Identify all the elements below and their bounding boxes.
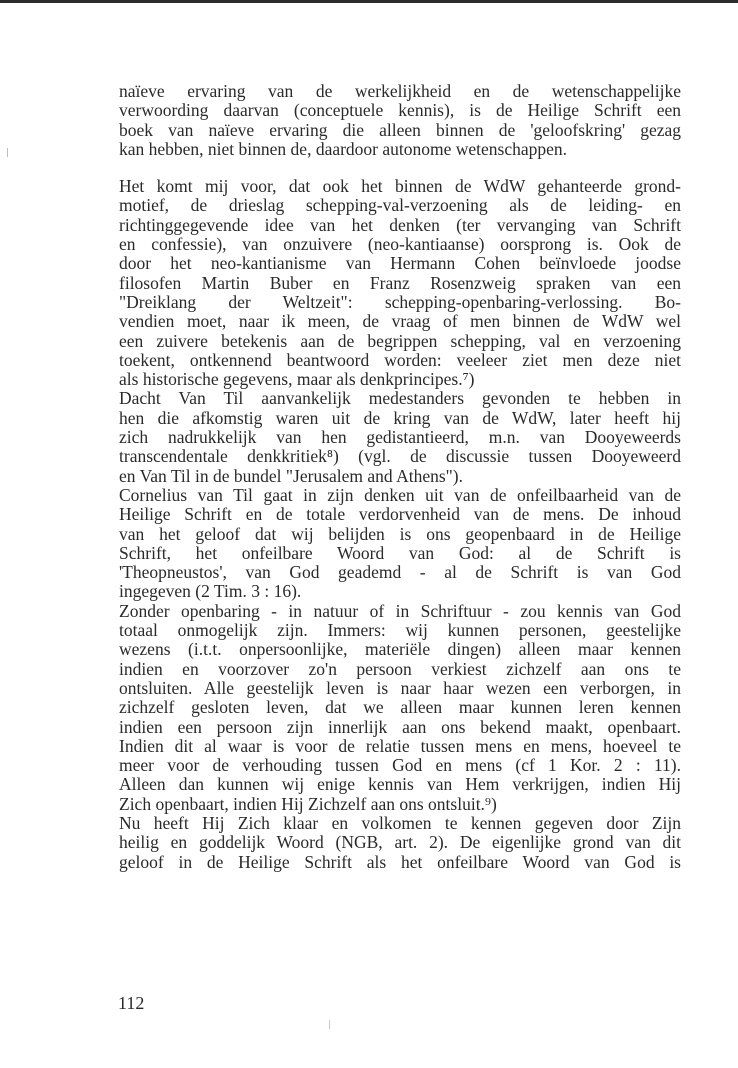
paragraph: [119, 82, 681, 159]
text-line: Nu heeft Hij Zich klaar en volkomen te kennen gegeven door Zijn: [119, 812, 681, 833]
paragraph: [119, 177, 681, 389]
text-line: als historische gegevens, maar als denkprincipes.⁷): [119, 369, 475, 390]
text-line: toekent, ontkennend beantwoord worden: veeleer ziet men deze niet: [119, 349, 681, 370]
paragraph: [119, 389, 681, 485]
text-line: Het komt mij voor, dat ook het binnen de WdW gehanteerde grond-: [119, 176, 681, 197]
text-line: een zuivere betekenis aan de begrippen schepping, val en verzoening: [119, 330, 681, 351]
text-line: en confessie), van onzuivere (neo-kantiaanse) oorsprong is. Ook de: [119, 234, 681, 255]
text-line: en Van Til in de bundel "Jerusalem and Athens").: [119, 465, 464, 486]
text-line: Cornelius van Til gaat in zijn denken uit van de onfeilbaarheid van de: [119, 484, 681, 505]
text-line: kan hebben, niet binnen de, daardoor autonome wetenschappen.: [119, 138, 568, 159]
paragraph: [119, 602, 681, 814]
text-line: motief, de drieslag schepping-val-verzoening als de leiding- en: [119, 195, 681, 216]
text-line: Indien dit al waar is voor de relatie tussen mens en mens, hoeveel te: [119, 735, 681, 756]
text-line: "Dreiklang der Weltzeit": schepping-openbaring-verlossing. Bo-: [119, 291, 681, 312]
text-line: verwoording daarvan (conceptuele kennis), is de Heilige Schrift een: [119, 100, 681, 121]
text-line: indien en voorzover zo'n persoon verkiest zichzelf aan ons te: [119, 658, 681, 679]
text-line: meer voor de verhouding tussen God en mens (cf 1 Kor. 2 : 11).: [119, 755, 681, 776]
text-line: richtinggegevende idee van het denken (ter vervanging van Schrift: [119, 214, 681, 235]
page-number: 112: [118, 993, 145, 1013]
text-line: Dacht Van Til aanvankelijk medestanders gevonden te hebben in: [119, 388, 681, 409]
text-line: hen die afkomstig waren uit de kring van de WdW, later heeft hij: [119, 407, 681, 428]
text-line: ingegeven (2 Tim. 3 : 16).: [119, 581, 302, 602]
paragraph: [119, 486, 681, 602]
paragraph: [119, 814, 681, 872]
text-line: zich nadrukkelijk van hen gedistantieerd, m.n. van Dooyeweerds: [119, 427, 681, 448]
text-line: door het neo-kantianisme van Hermann Cohen beïnvloede joodse: [119, 253, 681, 274]
text-line: Zich openbaart, indien Hij Zichzelf aan ons ontsluit.⁹): [119, 793, 497, 814]
page-body: [119, 82, 681, 872]
text-line: naïeve ervaring van de werkelijkheid en de wetenschappelijke: [119, 81, 681, 101]
text-line: Heilige Schrift en de totale verdorvenheid van de mens. De inhoud: [119, 504, 681, 525]
text-line: vendien moet, naar ik meen, de vraag of men binnen de WdW wel: [119, 311, 681, 332]
text-line: Zonder openbaring - in natuur of in Schriftuur - zou kennis van God: [119, 600, 681, 621]
text-line: ontsluiten. Alle geestelijk leven is naar haar wezen een verborgen, in: [119, 677, 681, 698]
text-line: 'Theopneustos', van God geademd - al de Schrift is van God: [119, 562, 681, 583]
margin-mark: [7, 148, 8, 157]
text-line: indien een persoon zijn innerlijk aan ons bekend maakt, openbaart.: [119, 716, 681, 737]
text-line: Alleen dan kunnen wij enige kennis van Hem verkrijgen, indien Hij: [119, 774, 681, 795]
text-line: totaal onmogelijk zijn. Immers: wij kunnen personen, geestelijke: [119, 620, 681, 641]
text-line: transcendentale denkkritiek⁸) (vgl. de discussie tussen Dooyeweerd: [119, 446, 681, 467]
top-rule: [0, 0, 738, 3]
text-line: zichzelf gesloten leven, dat we alleen maar kunnen leren kennen: [119, 697, 681, 718]
text-line: wezens (i.t.t. onpersoonlijke, materiële dingen) alleen maar kennen: [119, 639, 681, 660]
text-line: van het geloof dat wij belijden is ons geopenbaard in de Heilige: [119, 523, 681, 544]
margin-mark-bottom: [329, 1020, 330, 1029]
text-line: heilig en goddelijk Woord (NGB, art. 2). De eigenlijke grond van dit: [119, 832, 681, 853]
text-line: boek van naïeve ervaring die alleen binnen de 'geloofskring' gezag: [119, 119, 681, 140]
text-line: Schrift, het onfeilbare Woord van God: al de Schrift is: [119, 542, 681, 563]
text-line: filosofen Martin Buber en Franz Rosenzweig spraken van een: [119, 272, 681, 293]
text-line: geloof in de Heilige Schrift als het onfeilbare Woord van God is: [119, 851, 681, 872]
